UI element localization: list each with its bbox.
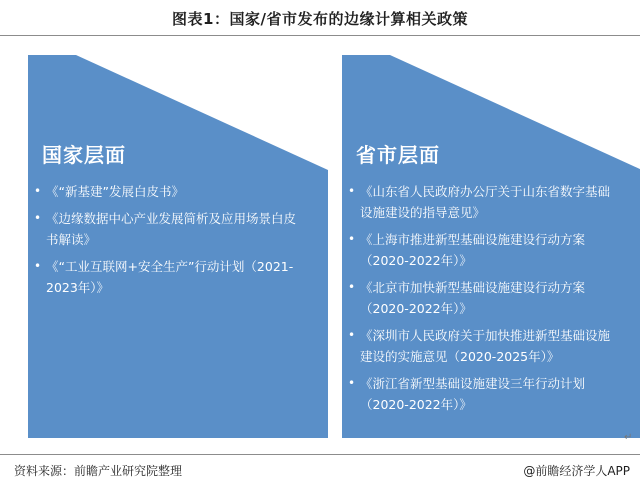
bottom-divider — [0, 454, 640, 455]
brand-credit: @前瞻经济学人APP — [523, 464, 630, 478]
panel-provincial-list — [348, 181, 616, 421]
panel-provincial-heading: 省市层面 — [356, 143, 440, 167]
bullet-icon: • — [34, 184, 42, 198]
panel-national — [28, 55, 328, 438]
panel-national-list — [34, 181, 302, 304]
list-item — [34, 181, 302, 202]
bullet-icon: • — [348, 376, 356, 390]
bullet-icon: • — [348, 184, 356, 198]
bullet-icon: • — [348, 280, 356, 294]
list-item-text: 《“新基建”发展白皮书》 — [46, 184, 184, 199]
bullet-icon: • — [34, 211, 42, 225]
paragraph-mark: ↵ — [624, 432, 633, 443]
list-item-text: 《上海市推进新型基础设施建设行动方案（2020-2022年）》 — [360, 232, 586, 268]
list-item-text: 《边缘数据中心产业发展简析及应用场景白皮书解读》 — [46, 211, 297, 247]
list-item-text: 《北京市加快新型基础设施建设行动方案（2020-2022年）》 — [360, 280, 586, 316]
bullet-icon: • — [348, 232, 356, 246]
bullet-icon: • — [34, 259, 42, 273]
list-item — [348, 325, 616, 367]
panel-provincial — [342, 55, 640, 438]
list-item — [348, 229, 616, 271]
source-note: 资料来源：前瞻产业研究院整理 — [14, 464, 183, 478]
figure-title: 图表1：国家/省市发布的边缘计算相关政策 — [172, 10, 468, 28]
list-item — [348, 181, 616, 223]
top-divider — [0, 35, 640, 36]
list-item-text: 《浙江省新型基础设施建设三年行动计划（2020-2022年）》 — [360, 376, 586, 412]
list-item — [34, 208, 302, 250]
panel-national-heading: 国家层面 — [42, 143, 126, 167]
list-item — [34, 256, 302, 298]
list-item — [348, 373, 616, 415]
bullet-icon: • — [348, 328, 356, 342]
list-item-text: 《深圳市人民政府关于加快推进新型基础设施建设的实施意见（2020-2025年）》 — [360, 328, 611, 364]
list-item-text: 《“工业互联网+安全生产”行动计划（2021-2023年）》 — [46, 259, 294, 295]
list-item-text: 《山东省人民政府办公厅关于山东省数字基础设施建设的指导意见》 — [360, 184, 611, 220]
list-item — [348, 277, 616, 319]
